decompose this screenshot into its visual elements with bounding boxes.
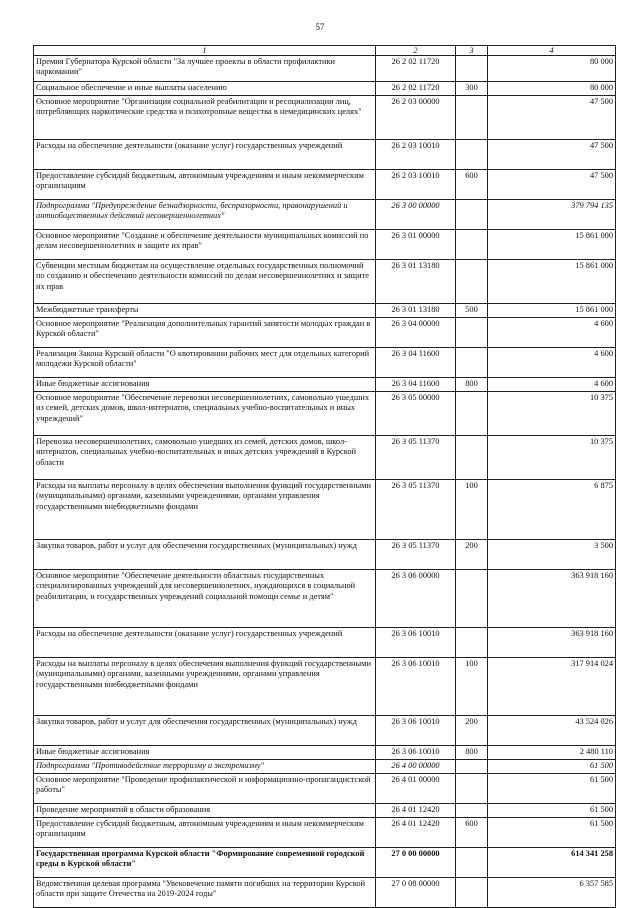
table-row <box>34 378 616 392</box>
row-amount-cell: 61 500 <box>488 774 616 804</box>
row-code-cell: 26 3 06 00000 <box>376 570 456 628</box>
row-name-cell: Иные бюджетные ассигнования <box>34 378 376 392</box>
row-name-cell: Предоставление субсидий бюджетным, автономным учреждениям и иным некоммерческим организациям <box>34 818 376 848</box>
row-type-cell: 100 <box>456 658 488 716</box>
column-number-1: 1 <box>34 46 376 56</box>
row-name-cell: Закупка товаров, работ и услуг для обеспечения государственных (муниципальных) нужд <box>34 540 376 570</box>
table-row <box>34 716 616 746</box>
row-code-cell: 26 4 01 12420 <box>376 818 456 848</box>
row-name-cell: Расходы на обеспечение деятельности (оказание услуг) государственных учреждений <box>34 140 376 170</box>
row-name-cell: Иные бюджетные ассигнования <box>34 746 376 760</box>
row-code-cell: 26 4 01 00000 <box>376 774 456 804</box>
table-row <box>34 304 616 318</box>
table-row <box>34 658 616 716</box>
row-type-cell <box>456 804 488 818</box>
row-amount-cell: 363 918 160 <box>488 628 616 658</box>
table-row <box>34 392 616 436</box>
row-code-cell: 26 4 00 00000 <box>376 760 456 774</box>
row-code-cell: 26 3 01 00000 <box>376 230 456 260</box>
table-row <box>34 260 616 304</box>
row-type-cell: 200 <box>456 540 488 570</box>
row-type-cell <box>456 56 488 82</box>
row-amount-cell: 4 600 <box>488 318 616 348</box>
row-type-cell <box>456 436 488 480</box>
row-name-cell: Основное мероприятие "Обеспечение деятельности областных государственных специализированных учреждений для несовершеннолетних, нуждающихся в социальной реабилитации, и государственных учреждений социальной помощи семье и детям" <box>34 570 376 628</box>
row-name-cell: Подпрограмма "Противодействие терроризму и экстремизму" <box>34 760 376 774</box>
table-row <box>34 628 616 658</box>
column-number-3: 3 <box>456 46 488 56</box>
table-row <box>34 200 616 230</box>
row-amount-cell: 61 500 <box>488 760 616 774</box>
row-code-cell: 26 2 02 11720 <box>376 82 456 96</box>
row-name-cell: Премия Губернатора Курской области "За лучшее проекты в области профилактики наркомании" <box>34 56 376 82</box>
row-code-cell: 26 3 05 11370 <box>376 540 456 570</box>
row-name-cell: Расходы на выплаты персоналу в целях обеспечения выполнения функций государственными (муниципальными) органами, казенными учреждениями, органами управления государственными внебюджетными фондами <box>34 480 376 540</box>
row-type-cell <box>456 348 488 378</box>
table-row <box>34 170 616 200</box>
row-code-cell: 26 2 03 00000 <box>376 96 456 140</box>
row-code-cell: 26 3 05 11370 <box>376 436 456 480</box>
row-type-cell: 300 <box>456 82 488 96</box>
row-name-cell: Государственная программа Курской области "Формирование современной городской среды в Курской области" <box>34 848 376 878</box>
row-code-cell: 26 2 02 11720 <box>376 56 456 82</box>
row-amount-cell: 10 375 <box>488 436 616 480</box>
row-amount-cell: 2 480 110 <box>488 746 616 760</box>
table-row <box>34 878 616 908</box>
row-amount-cell: 47 500 <box>488 96 616 140</box>
row-code-cell: 26 3 01 13180 <box>376 304 456 318</box>
table-row <box>34 540 616 570</box>
row-code-cell: 26 2 03 10010 <box>376 170 456 200</box>
row-code-cell: 26 3 00 00000 <box>376 200 456 230</box>
row-code-cell: 27 0 00 00000 <box>376 848 456 878</box>
table-row <box>34 760 616 774</box>
row-name-cell: Ведомственная целевая программа "Увековечение памяти погибших на территории Курской области при защите Отечества на 2019-2024 годы" <box>34 878 376 908</box>
table-row <box>34 96 616 140</box>
row-type-cell: 600 <box>456 170 488 200</box>
row-amount-cell: 317 914 024 <box>488 658 616 716</box>
row-amount-cell: 6 875 <box>488 480 616 540</box>
row-amount-cell: 379 794 135 <box>488 200 616 230</box>
table-row <box>34 82 616 96</box>
row-amount-cell: 6 357 585 <box>488 878 616 908</box>
table-row <box>34 804 616 818</box>
table-row <box>34 848 616 878</box>
row-code-cell: 26 3 06 10010 <box>376 746 456 760</box>
row-code-cell: 26 3 04 11600 <box>376 348 456 378</box>
row-type-cell <box>456 140 488 170</box>
row-name-cell: Субвенции местным бюджетам на осуществление отдельных государственных полномочий по созданию и обеспечению деятельности комиссий по делам несовершеннолетних и защите их прав <box>34 260 376 304</box>
row-type-cell <box>456 570 488 628</box>
row-type-cell <box>456 628 488 658</box>
row-type-cell <box>456 260 488 304</box>
row-name-cell: Закупка товаров, работ и услуг для обеспечения государственных (муниципальных) нужд <box>34 716 376 746</box>
row-type-cell <box>456 392 488 436</box>
row-name-cell: Перевозка несовершеннолетних, самовольно ушедших из семей, детских домов, школ-интернатов, специальных учебно-воспитательных и иных детских учреждений в Курской области <box>34 436 376 480</box>
row-amount-cell: 614 341 258 <box>488 848 616 878</box>
row-amount-cell: 15 861 000 <box>488 304 616 318</box>
row-amount-cell: 15 861 000 <box>488 230 616 260</box>
column-number-4: 4 <box>488 46 616 56</box>
row-name-cell: Межбюджетные трансферты <box>34 304 376 318</box>
table-row <box>34 746 616 760</box>
table-row <box>34 230 616 260</box>
row-type-cell <box>456 774 488 804</box>
row-amount-cell: 47 500 <box>488 140 616 170</box>
row-code-cell: 26 3 06 10010 <box>376 658 456 716</box>
row-type-cell: 800 <box>456 746 488 760</box>
row-type-cell <box>456 200 488 230</box>
row-type-cell <box>456 878 488 908</box>
row-amount-cell: 363 918 160 <box>488 570 616 628</box>
table-row <box>34 480 616 540</box>
row-amount-cell: 47 500 <box>488 170 616 200</box>
row-name-cell: Основное мероприятие "Организация социальной реабилитации и ресоциализации лиц, потребляющих наркотические средства и психотропные вещества в немедицинских целях" <box>34 96 376 140</box>
table-row <box>34 774 616 804</box>
row-amount-cell: 10 375 <box>488 392 616 436</box>
row-amount-cell: 61 500 <box>488 818 616 848</box>
row-name-cell: Проведение мероприятий в области образования <box>34 804 376 818</box>
row-name-cell: Основное мероприятие "Проведение профилактической и информационно-пропагандистской работы" <box>34 774 376 804</box>
page-number: 57 <box>315 22 325 32</box>
row-code-cell: 26 3 04 11600 <box>376 378 456 392</box>
row-code-cell: 27 0 08 00000 <box>376 878 456 908</box>
row-name-cell: Основное мероприятие "Обеспечение перевозки несовершеннолетних, самовольно ушедших из семей, детских домов, школ-интернатов, специальных учебно-воспитательных и иных учреждений" <box>34 392 376 436</box>
row-amount-cell: 80 000 <box>488 56 616 82</box>
row-amount-cell: 80 000 <box>488 82 616 96</box>
budget-table-body <box>34 46 616 908</box>
row-name-cell: Социальное обеспечение и иные выплаты населению <box>34 82 376 96</box>
row-type-cell: 800 <box>456 378 488 392</box>
row-code-cell: 26 3 05 00000 <box>376 392 456 436</box>
table-row <box>34 818 616 848</box>
row-name-cell: Основное мероприятие "Создание и обеспечение деятельности муниципальных комиссий по делам несовершеннолетних и защите их прав" <box>34 230 376 260</box>
column-number-2: 2 <box>376 46 456 56</box>
row-amount-cell: 4 600 <box>488 378 616 392</box>
row-type-cell <box>456 848 488 878</box>
row-type-cell <box>456 96 488 140</box>
row-amount-cell: 3 500 <box>488 540 616 570</box>
row-amount-cell: 15 861 000 <box>488 260 616 304</box>
table-row <box>34 436 616 480</box>
row-type-cell <box>456 230 488 260</box>
row-name-cell: Основное мероприятие "Реализация дополнительных гарантий занятости молодых граждан в Курской области" <box>34 318 376 348</box>
table-row <box>34 56 616 82</box>
table-row <box>34 348 616 378</box>
row-amount-cell: 43 524 026 <box>488 716 616 746</box>
budget-table <box>33 45 616 908</box>
row-name-cell: Расходы на обеспечение деятельности (оказание услуг) государственных учреждений <box>34 628 376 658</box>
row-amount-cell: 61 500 <box>488 804 616 818</box>
row-type-cell <box>456 318 488 348</box>
table-row <box>34 140 616 170</box>
table-row <box>34 318 616 348</box>
row-type-cell <box>456 760 488 774</box>
row-code-cell: 26 3 06 10010 <box>376 628 456 658</box>
row-type-cell: 100 <box>456 480 488 540</box>
row-type-cell: 200 <box>456 716 488 746</box>
row-name-cell: Расходы на выплаты персоналу в целях обеспечения выполнения функций государственными (муниципальными) органами, казенными учреждениями, органами управления государственными внебюджетными фондами <box>34 658 376 716</box>
column-number-row <box>34 46 616 56</box>
row-code-cell: 26 4 01 12420 <box>376 804 456 818</box>
table-row <box>34 570 616 628</box>
row-code-cell: 26 3 05 11370 <box>376 480 456 540</box>
row-code-cell: 26 3 04 00000 <box>376 318 456 348</box>
row-code-cell: 26 3 01 13180 <box>376 260 456 304</box>
row-amount-cell: 4 600 <box>488 348 616 378</box>
row-code-cell: 26 3 06 10010 <box>376 716 456 746</box>
row-name-cell: Подпрограмма "Предупреждение безнадзорности, беспризорности, правонарушений и антиобщественных действий несовершеннолетних" <box>34 200 376 230</box>
row-name-cell: Реализация Закона Курской области "О квотировании рабочих мест для отдельных категорий молодежи Курской области" <box>34 348 376 378</box>
row-name-cell: Предоставление субсидий бюджетным, автономным учреждениям и иным некоммерческим организациям <box>34 170 376 200</box>
row-code-cell: 26 2 03 10010 <box>376 140 456 170</box>
row-type-cell: 500 <box>456 304 488 318</box>
row-type-cell: 600 <box>456 818 488 848</box>
